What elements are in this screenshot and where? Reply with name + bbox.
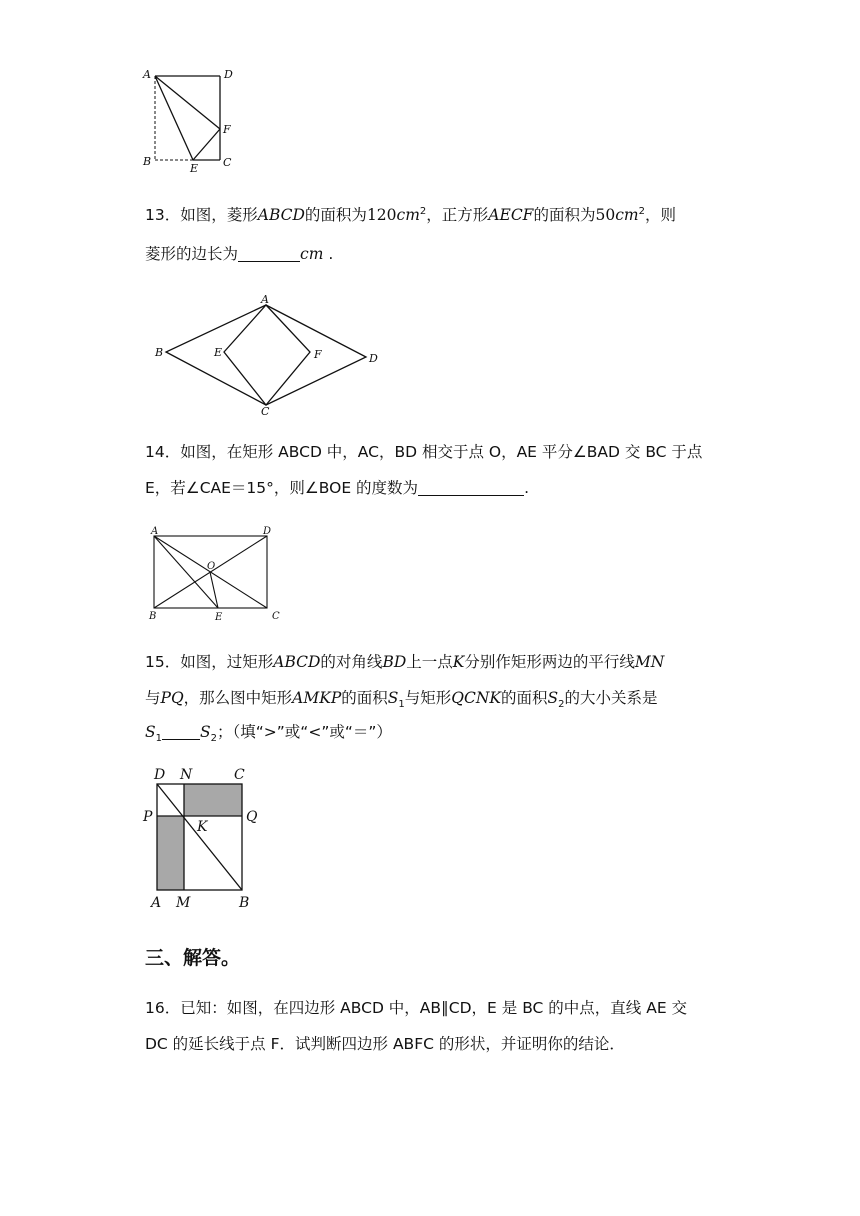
figure-q14	[145, 527, 285, 625]
label-P: P	[143, 809, 153, 825]
label-B: B	[239, 895, 250, 911]
figure-q12	[140, 65, 250, 177]
label-D: D	[224, 68, 233, 81]
figure-q15	[140, 762, 265, 912]
answer-blank-q14[interactable]	[418, 479, 524, 496]
label-F: F	[223, 123, 231, 136]
label-D: D	[369, 352, 378, 365]
q14-line1: 14．如图，在矩形 ABCD 中，AC，BD 相交于点 O，AE 平分∠BAD 交 BC 于点	[145, 443, 703, 461]
label-Q: Q	[246, 809, 258, 825]
label-N: N	[180, 767, 193, 783]
q16-line2: DC 的延长线于点 F．试判断四边形 ABFC 的形状，并证明你的结论．	[145, 1035, 625, 1053]
label-E: E	[190, 162, 199, 175]
q13-line2: 菱形的边长为 cm .	[145, 245, 334, 263]
label-C: C	[261, 405, 270, 418]
label-D: D	[263, 526, 272, 537]
label-F: F	[314, 348, 322, 361]
label-C: C	[223, 156, 232, 169]
q16-line1: 16．已知：如图，在四边形 ABCD 中，AB∥CD，E 是 BC 的中点，直线 AE 交	[145, 999, 688, 1017]
label-C: C	[234, 767, 245, 783]
label-E: E	[215, 612, 223, 623]
answer-blank-q13[interactable]	[238, 245, 300, 262]
figure-q13	[150, 292, 390, 417]
label-E: E	[214, 346, 223, 359]
label-O: O	[207, 561, 216, 572]
answer-blank-q15[interactable]	[162, 723, 200, 740]
label-B: B	[155, 346, 164, 359]
label-B: B	[143, 155, 152, 168]
q13-line1: 13．如图，菱形ABCD的面积为$120cm^2$，正方形AECF的面积为$50cm^2$，则	[145, 205, 676, 224]
q15-line1: 15．如图，过矩形ABCD的对角线BD上一点K分别作矩形两边的平行线MN	[145, 653, 665, 671]
label-M: M	[176, 895, 191, 911]
label-K: K	[197, 819, 208, 835]
q15-line3: $S_1$ $S_2$；（填“>”或“<”或“＝”）	[145, 723, 392, 745]
label-A: A	[261, 293, 269, 306]
label-A: A	[151, 895, 162, 911]
label-A: A	[143, 68, 151, 81]
label-D: D	[154, 767, 166, 783]
label-C: C	[272, 611, 280, 622]
section-heading: 三、解答。	[145, 947, 241, 969]
q15-line2: 与PQ，那么图中矩形AMKP的面积$S_1$与矩形QCNK的面积$S_2$的大小关系是	[145, 689, 658, 711]
q14-line2: E，若∠CAE＝15°，则∠BOE 的度数为 .	[145, 479, 529, 497]
label-B: B	[149, 611, 157, 622]
label-A: A	[151, 526, 159, 537]
